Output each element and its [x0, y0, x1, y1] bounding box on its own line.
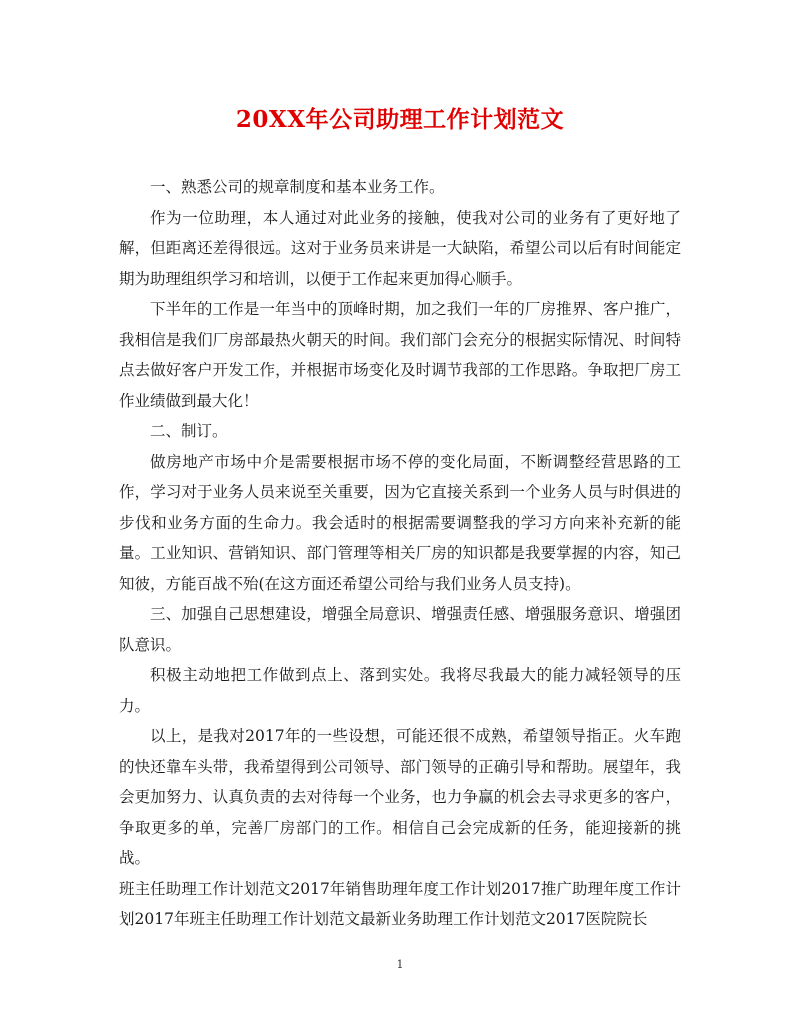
document-title: 20XX年公司助理工作计划范文 [235, 106, 565, 133]
section-heading-1: 一、熟悉公司的规章制度和基本业务工作。 [150, 178, 445, 196]
paragraph: 积极主动地把工作做到点上、落到实处。我将尽我最大的能力减轻领导的压力。 [119, 666, 681, 715]
paragraph: 作为一位助理，本人通过对此业务的接触，使我对公司的业务有了更好地了解，但距离还差得很远。这对于业务员来讲是一大缺陷，希望公司以后有时间能定期为助理组织学习和培训，以便于工作起来更加得心顺手。 [119, 208, 681, 288]
document-body [119, 172, 681, 935]
paragraph: 下半年的工作是一年当中的顶峰时期，加之我们一年的厂房推界、客户推广，我相信是我们厂房部最热火朝天的时间。我们部门会充分的根据实际情况、时间特点去做好客户开发工作，并根据市场变化及时调节我部的工作思路。争取把厂房工作业绩做到最大化！ [119, 300, 681, 410]
related-links-text: 班主任助理工作计划范文2017年销售助理年度工作计划2017推广助理年度工作计划2017年班主任助理工作计划范文最新业务助理工作计划范文2017医院院长 [119, 879, 681, 928]
page-number: 1 [396, 958, 404, 971]
paragraph: 做房地产市场中介是需要根据市场不停的变化局面，不断调整经营思路的工作，学习对于业务人员来说至关重要，因为它直接关系到一个业务人员与时俱进的步伐和业务方面的生命力。我会适时的根据需要调整我的学习方向来补充新的能量。工业知识、营销知识、部门管理等相关厂房的知识都是我要掌握的内容，知己知彼，方能百战不殆(在这方面还希望公司给与我们业务人员支持)。 [119, 452, 681, 593]
section-heading-3: 三、加强自己思想建设，增强全局意识、增强责任感、增强服务意识、增强团队意识。 [119, 605, 681, 654]
section-heading-2: 二、制订。 [150, 422, 228, 440]
paragraph: 以上，是我对2017年的一些设想，可能还很不成熟，希望领导指正。火车跑的快还靠车头带，我希望得到公司领导、部门领导的正确引导和帮助。展望年，我会更加努力、认真负责的去对待每一个业务，也力争赢的机会去寻求更多的客户，争取更多的单，完善厂房部门的工作。相信自己会完成新的任务，能迎接新的挑战。 [119, 727, 681, 867]
